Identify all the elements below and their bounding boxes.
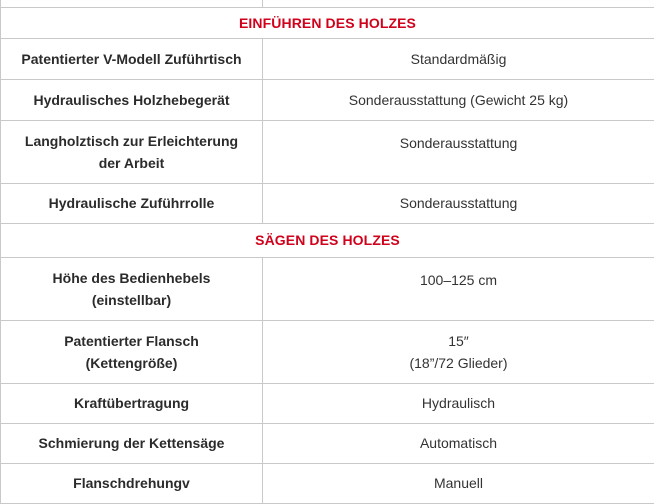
row-label: Hydraulische Zuführrolle <box>1 183 263 223</box>
row-value: Hydraulisch <box>263 383 654 423</box>
table-row <box>1 463 654 503</box>
row-label: Patentierter V-Modell Zuführtisch <box>1 38 263 79</box>
table-row <box>1 120 654 183</box>
row-label: Flanschdrehungv <box>1 463 263 503</box>
row-label: Patentierter Flansch (Kettengröße) <box>1 320 263 383</box>
table-row <box>1 383 654 423</box>
section-header-einfuehren <box>1 7 654 38</box>
row-value: 15″ (18”/72 Glieder) <box>263 320 654 383</box>
row-value: Manuell <box>263 463 654 503</box>
table-row <box>1 257 654 320</box>
section-title: SÄGEN DES HOLZES <box>1 223 654 257</box>
top-edge-cell <box>263 0 654 7</box>
row-value: Standardmäßig <box>263 38 654 79</box>
row-value: Automatisch <box>263 423 654 463</box>
row-value: Sonderausstattung <box>263 120 654 183</box>
table-row <box>1 183 654 223</box>
row-label: Langholztisch zur Erleichterung der Arbeit <box>1 120 263 183</box>
table-row <box>1 423 654 463</box>
row-value: 100–125 cm <box>263 257 654 320</box>
row-value: Sonderausstattung (Gewicht 25 kg) <box>263 79 654 120</box>
table-row-top-edge <box>1 0 654 7</box>
table-row <box>1 38 654 79</box>
row-value: Sonderausstattung <box>263 183 654 223</box>
row-label: Schmierung der Kettensäge <box>1 423 263 463</box>
row-label: Kraftübertragung <box>1 383 263 423</box>
row-label: Hydraulisches Holzhebegerät <box>1 79 263 120</box>
table-row <box>1 320 654 383</box>
top-edge-cell <box>1 0 263 7</box>
section-title: EINFÜHREN DES HOLZES <box>1 7 654 38</box>
row-label: Höhe des Bedienhebels (einstellbar) <box>1 257 263 320</box>
table-row <box>1 79 654 120</box>
section-header-saegen <box>1 223 654 257</box>
